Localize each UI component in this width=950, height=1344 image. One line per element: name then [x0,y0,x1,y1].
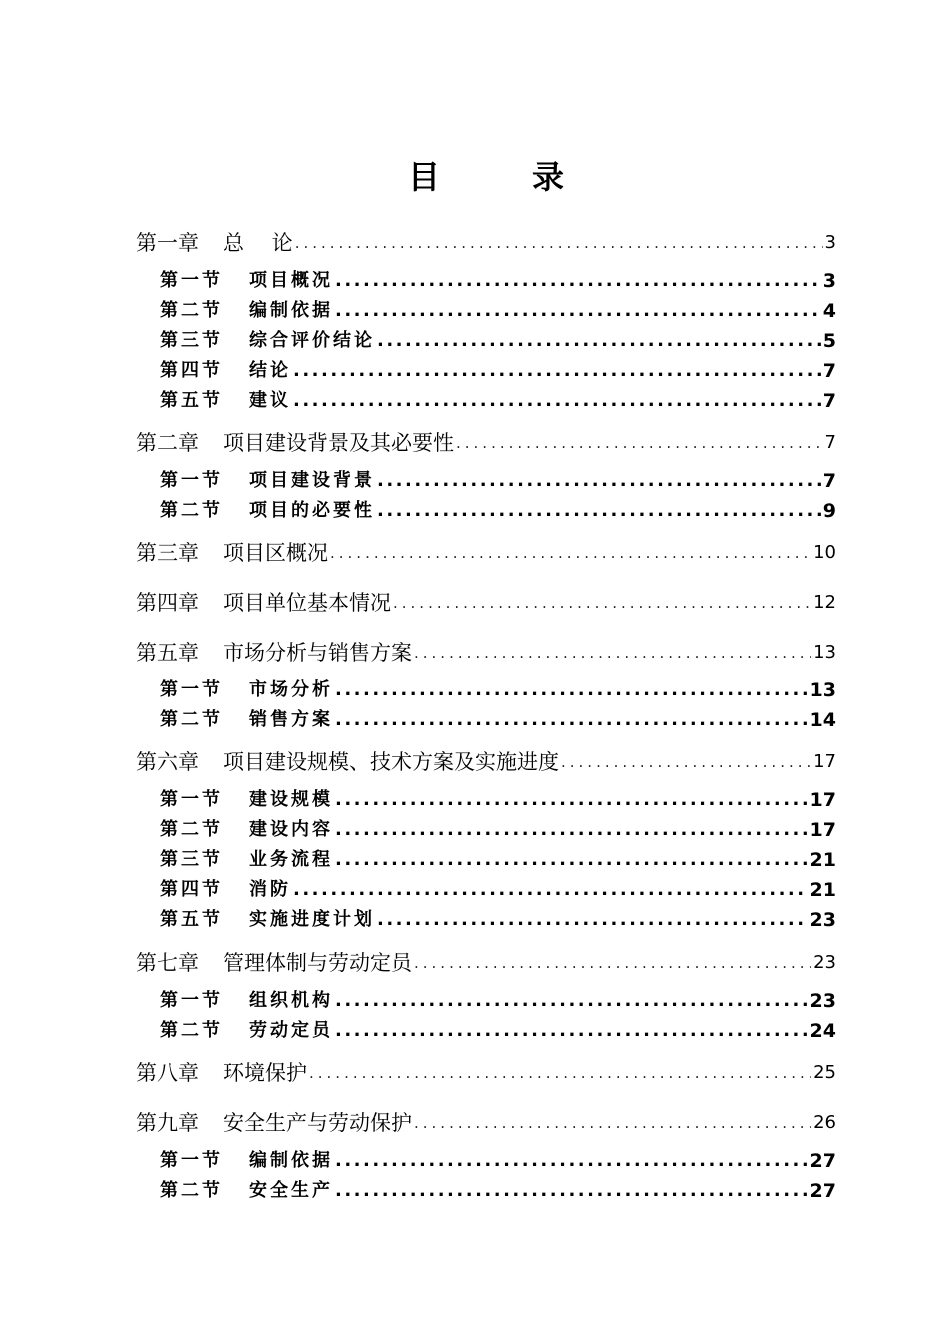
toc-entry-number: 第一章 [136,231,199,255]
toc-page-number: 4 [822,300,836,322]
toc-page-number: 7 [824,432,836,453]
toc-page-number: 5 [822,330,836,352]
toc-section-7-2[interactable] [0,1018,950,1044]
toc-entry-number: 第二节 [160,500,223,521]
toc-entry-label [160,877,291,903]
toc-entry-label [136,1108,412,1138]
toc-entry-label [160,468,375,494]
toc-entry-title: 消防 [249,879,291,900]
toc-entry-label [136,588,391,618]
toc-entry-label [160,268,333,294]
toc-section-2-1[interactable] [0,468,950,494]
dot-leader [335,825,808,843]
dot-leader [330,553,811,568]
toc-entry-number: 第四节 [160,360,223,381]
toc-entry-title: 实施进度计划 [249,909,375,930]
toc-entry-label [160,988,333,1014]
toc-entry-number: 第五节 [160,390,223,411]
toc-chapter-3[interactable] [0,538,950,568]
toc-page-number: 17 [809,819,836,841]
toc-entry-title: 项目概况 [249,270,333,291]
toc-chapter-1[interactable] [0,228,950,258]
toc-entry-title: 劳动定员 [249,1020,333,1041]
dot-leader [561,762,811,777]
toc-entry-title: 市场分析与销售方案 [223,641,412,665]
toc-entry-number: 第九章 [136,1111,199,1135]
toc-entry-number: 第一节 [160,990,223,1011]
toc-entry-title: 建议 [249,390,291,411]
toc-entry-label [136,948,412,978]
toc-section-5-1[interactable] [0,677,950,703]
toc-entry-label [160,847,333,873]
toc-entry-title: 安全生产与劳动保护 [223,1111,412,1135]
dot-leader [335,1156,808,1174]
toc-entry-number: 第二节 [160,709,223,730]
toc-page-number: 14 [809,709,836,731]
toc-chapter-8[interactable] [0,1058,950,1088]
toc-page-number: 13 [813,642,836,663]
toc-page-number: 7 [822,360,836,382]
toc-entry-number: 第三节 [160,849,223,870]
toc-entry-number: 第三节 [160,330,223,351]
toc-entry-number: 第五节 [160,909,223,930]
toc-page-number: 24 [809,1020,836,1042]
toc-chapter-7[interactable] [0,948,950,978]
toc-entry-label [136,638,412,668]
toc-section-1-4[interactable] [0,358,950,384]
toc-entry-number: 第二节 [160,1020,223,1041]
title-char-mu: 目 [408,158,441,196]
toc-entry-title: 项目区概况 [223,541,328,565]
dot-leader [295,243,823,258]
toc-entry-label [160,328,375,354]
toc-entry-label [160,298,333,324]
toc-entry-label [160,787,333,813]
toc-entry-label [160,1178,333,1204]
toc-page-number: 7 [822,390,836,412]
toc-page-number: 17 [809,789,836,811]
dot-leader [293,885,808,903]
toc-entry-number: 第二节 [160,1180,223,1201]
dot-leader [414,1123,811,1138]
toc-page-number: 9 [822,500,836,522]
dot-leader [456,443,823,458]
toc-entry-title: 综合评价结论 [249,330,375,351]
toc-page-number: 17 [813,751,836,772]
toc-entry-number: 第八章 [136,1061,199,1085]
toc-entry-title: 安全生产 [249,1180,333,1201]
toc-section-6-2[interactable] [0,817,950,843]
toc-entry-number: 第七章 [136,951,199,975]
toc-entry-title: 销售方案 [249,709,333,730]
toc-entry-number: 第一节 [160,470,223,491]
toc-section-9-2[interactable] [0,1178,950,1204]
dot-leader [414,963,811,978]
toc-section-2-2[interactable] [0,498,950,524]
toc-entry-title: 市场分析 [249,679,333,700]
toc-section-6-4[interactable] [0,877,950,903]
toc-page-number: 21 [809,879,836,901]
toc-section-1-3[interactable] [0,328,950,354]
toc-section-1-1[interactable] [0,268,950,294]
toc-entry-title: 编制依据 [249,300,333,321]
dot-leader [335,855,808,873]
dot-leader [335,1026,808,1044]
toc-page-number: 3 [822,270,836,292]
toc-page-number: 3 [824,232,836,253]
toc-chapter-2[interactable] [0,428,950,458]
toc-page-number: 12 [813,592,836,613]
toc-entry-label [160,677,333,703]
toc-entry-label [160,358,291,384]
toc-entry-label [160,1018,333,1044]
dot-leader [293,396,821,414]
toc-section-9-1[interactable] [0,1148,950,1174]
toc-entry-label [136,1058,307,1088]
toc-page-number: 23 [809,909,836,931]
toc-page-number: 23 [813,952,836,973]
toc-section-5-2[interactable] [0,707,950,733]
toc-entry-title: 结论 [249,360,291,381]
dot-leader [335,685,808,703]
dot-leader [393,603,811,618]
toc-entry-number: 第一节 [160,1150,223,1171]
toc-entry-number: 第六章 [136,750,199,774]
toc-entry-number: 第二节 [160,819,223,840]
toc-chapter-4[interactable] [0,588,950,618]
toc-entry-title: 项目建设背景 [249,470,375,491]
toc-entry-title: 管理体制与劳动定员 [223,951,412,975]
toc-section-1-5[interactable] [0,388,950,414]
toc-page-number: 13 [809,679,836,701]
toc-entry-title: 总 论 [223,231,293,255]
toc-page-number: 25 [813,1062,836,1083]
toc-section-6-5[interactable] [0,907,950,933]
dot-leader [377,336,821,354]
toc-entry-title: 项目建设背景及其必要性 [223,431,454,455]
toc-entry-number: 第四节 [160,879,223,900]
toc-entry-label [136,228,293,258]
toc-entry-number: 第二节 [160,300,223,321]
toc-entry-label [136,747,559,777]
toc-page-number: 27 [809,1180,836,1202]
toc-entry-number: 第五章 [136,641,199,665]
toc-entry-number: 第三章 [136,541,199,565]
dot-leader [335,795,808,813]
toc-section-7-1[interactable] [0,988,950,1014]
title-char-lu: 录 [532,158,565,196]
toc-entry-number: 第一节 [160,270,223,291]
toc-section-1-2[interactable] [0,298,950,324]
dot-leader [335,1186,808,1204]
toc-entry-label [160,388,291,414]
toc-entry-label [136,538,328,568]
dot-leader [377,506,821,524]
dot-leader [335,715,808,733]
toc-entry-title: 项目的必要性 [249,500,375,521]
toc-entry-title: 建设内容 [249,819,333,840]
dot-leader [293,366,821,384]
toc-page-number: 23 [809,990,836,1012]
toc-section-6-3[interactable] [0,847,950,873]
toc-entry-label [136,428,454,458]
toc-entry-label [160,707,333,733]
toc-entry-number: 第二章 [136,431,199,455]
toc-entry-label [160,907,375,933]
toc-entry-title: 环境保护 [223,1061,307,1085]
toc-page-number: 21 [809,849,836,871]
dot-leader [414,653,811,668]
dot-leader [377,476,821,494]
toc-entry-number: 第一节 [160,679,223,700]
toc-page-number: 10 [813,542,836,563]
toc-page-number: 26 [813,1112,836,1133]
toc-entry-title: 建设规模 [249,789,333,810]
toc-entry-title: 编制依据 [249,1150,333,1171]
toc-page-number: 7 [822,470,836,492]
toc-entry-label [160,498,375,524]
toc-entry-title: 业务流程 [249,849,333,870]
toc-page-number: 27 [809,1150,836,1172]
dot-leader [335,306,821,324]
toc-entry-label [160,1148,333,1174]
dot-leader [309,1073,811,1088]
toc-entry-title: 项目单位基本情况 [223,591,391,615]
dot-leader [335,276,821,294]
toc-section-6-1[interactable] [0,787,950,813]
toc-entry-number: 第一节 [160,789,223,810]
toc-chapter-6[interactable] [0,747,950,777]
toc-entry-number: 第四章 [136,591,199,615]
dot-leader [335,996,808,1014]
toc-chapter-5[interactable] [0,638,950,668]
toc-entry-label [160,817,333,843]
toc-entry-title: 项目建设规模、技术方案及实施进度 [223,750,559,774]
dot-leader [377,915,808,933]
toc-chapter-9[interactable] [0,1108,950,1138]
toc-entry-title: 组织机构 [249,990,333,1011]
